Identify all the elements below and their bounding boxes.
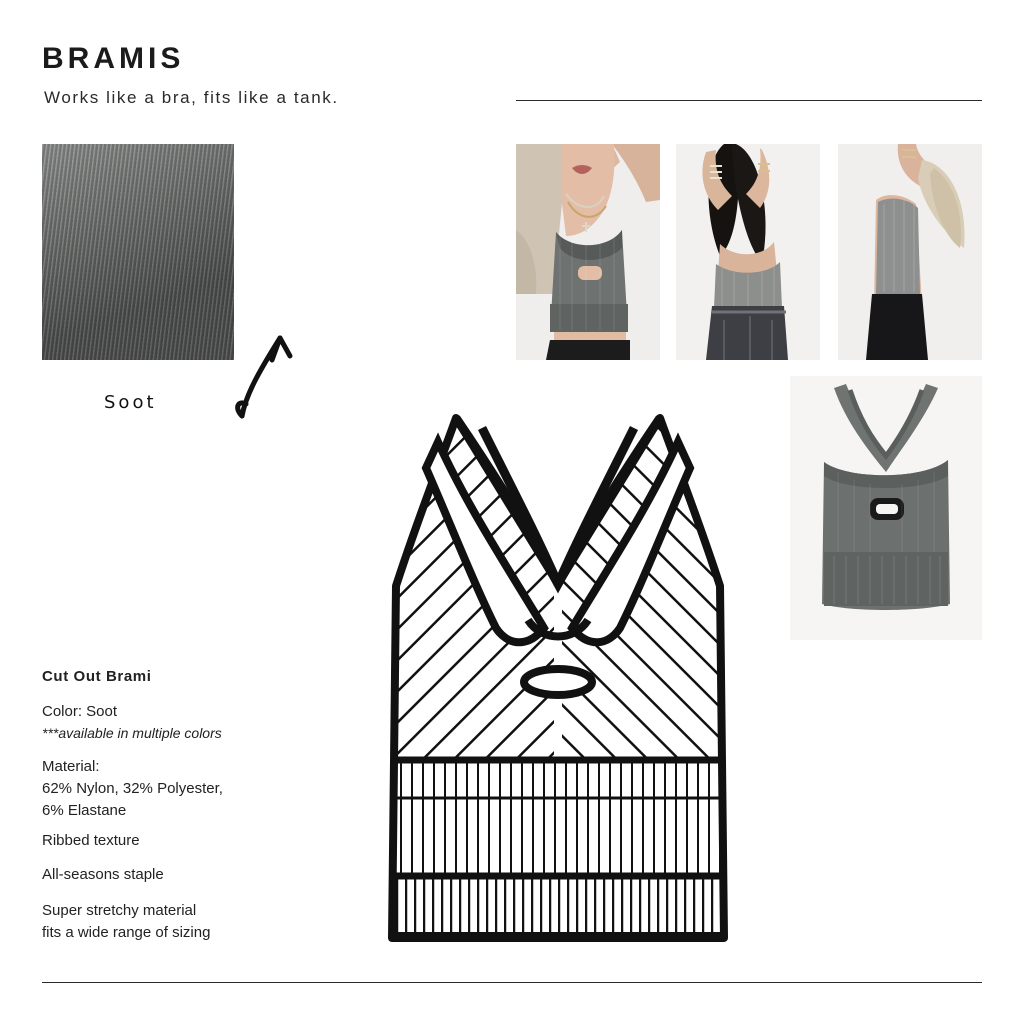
material-spec [42, 756, 342, 822]
tagline: Works like a bra, fits like a tank. [44, 88, 339, 107]
material-line-1: 62% Nylon, 32% Polyester, [42, 780, 223, 797]
technical-flat-sketch [378, 398, 738, 950]
color-availability-note: ***available in multiple colors [42, 725, 222, 741]
fabric-swatch [42, 144, 234, 360]
material-label: Material: [42, 758, 100, 775]
header-divider [516, 100, 982, 101]
side-view-model-photo [838, 144, 982, 360]
material-line-2: 6% Elastane [42, 802, 127, 819]
curved-arrow-icon [232, 312, 302, 422]
swatch-shading [42, 144, 234, 360]
flat-lay-product-photo [790, 376, 982, 640]
feature-stretch-line-2: fits a wide range of sizing [42, 924, 211, 941]
product-name: Cut Out Brami [42, 668, 152, 685]
feature-stretch [42, 900, 342, 944]
front-view-model-photo [516, 144, 660, 360]
product-color: Color: Soot [42, 703, 118, 720]
back-view-model-photo [676, 144, 820, 360]
swatch-color-label: Soot [104, 392, 157, 413]
brand-title: BRAMIS [42, 42, 185, 75]
feature-ribbed-texture: Ribbed texture [42, 832, 140, 849]
feature-stretch-line-1: Super stretchy material [42, 902, 197, 919]
footer-divider [42, 982, 982, 983]
feature-all-seasons: All-seasons staple [42, 866, 164, 883]
